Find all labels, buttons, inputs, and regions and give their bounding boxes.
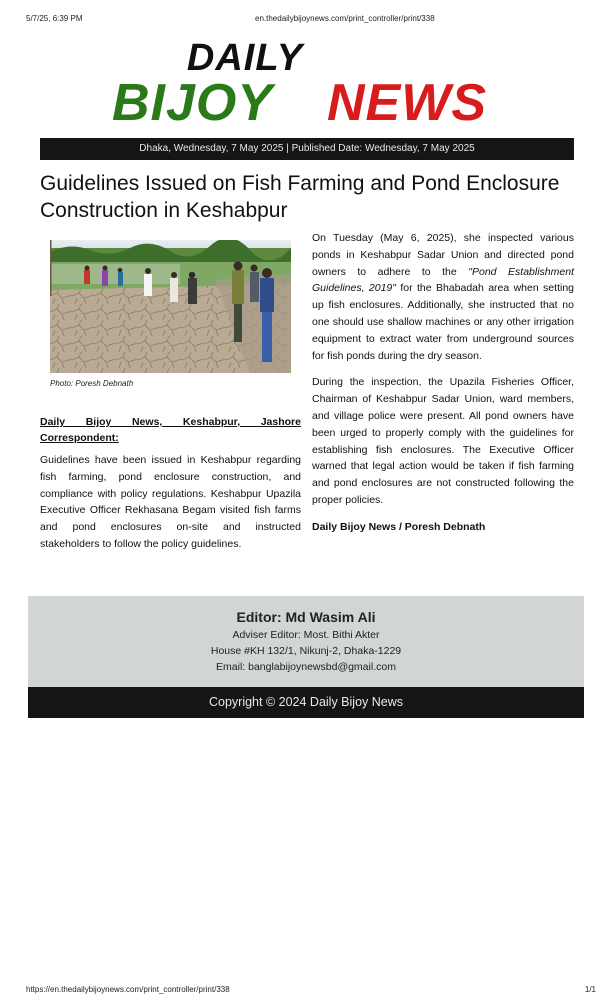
paragraph-text: On Tuesday (May 6, 2025), she inspected various ponds in Keshabpur Sadar Union and directed pond owners to adhere to the bbox=[312, 232, 574, 278]
logo-word-news: NEWS bbox=[327, 74, 487, 132]
article-column-left bbox=[40, 452, 301, 553]
article-column-right bbox=[312, 230, 574, 535]
article-byline: Daily Bijoy News, Keshabpur, Jashore bbox=[40, 416, 301, 428]
article-photo-image bbox=[50, 240, 291, 373]
footer-copyright: Copyright © 2024 Daily Bijoy News bbox=[28, 687, 584, 718]
article-signoff: Daily Bijoy News / Poresh Debnath bbox=[312, 520, 486, 533]
article-paragraph bbox=[312, 230, 574, 364]
masthead-logo bbox=[40, 38, 574, 134]
article-byline-role: Correspondent: bbox=[40, 432, 119, 444]
site-footer bbox=[28, 596, 584, 718]
guideline-title: "Pond Establishment Guidelines, 2019" bbox=[312, 265, 574, 295]
article-headline: Guidelines Issued on Fish Farming and Pond Enclosure Construction in Keshabpur bbox=[40, 172, 560, 222]
footer-info-panel bbox=[28, 596, 584, 687]
article-paragraph: Guidelines have been issued in Keshabpur regarding fish farming, pond enclosure construction, and compliance with policy regulations. Keshabpur Upazila Executive Officer Rekhasana Begam visited fish farms and pond enclosures on-site and instructed stakeholders to follow the policy guidelines. bbox=[40, 454, 301, 550]
print-header bbox=[26, 14, 596, 26]
footer-adviser: Adviser Editor: Most. Bithi Akter bbox=[232, 629, 380, 641]
footer-editor: Editor: Md Wasim Ali bbox=[236, 609, 376, 625]
paragraph-text: for the Bhabadah area when setting up fish enclosures. Additionally, she instructed that no one should use shallow machines or any other irrigation equipment to extract water from underground sources for fish ponds during the dry season. bbox=[312, 282, 574, 362]
print-footer bbox=[26, 985, 596, 997]
logo-word-daily: DAILY bbox=[186, 37, 304, 79]
print-footer-url: https://en.thedailybijoynews.com/print_controller/print/338 bbox=[26, 985, 230, 994]
print-header-url: en.thedailybijoynews.com/print_controller/print/338 bbox=[255, 14, 435, 23]
footer-email: Email: banglabijoynewsbd@gmail.com bbox=[216, 661, 396, 673]
dateline-bar: Dhaka, Wednesday, 7 May 2025 | Published Date: Wednesday, 7 May 2025 bbox=[40, 138, 574, 160]
print-timestamp: 5/7/25, 6:39 PM bbox=[26, 14, 83, 23]
logo-word-bijoy: BIJOY bbox=[112, 74, 274, 132]
article-photo bbox=[50, 240, 291, 373]
photo-caption: Photo: Poresh Debnath bbox=[50, 379, 134, 388]
footer-address: House #KH 132/1, Nikunj-2, Dhaka-1229 bbox=[210, 645, 402, 657]
article-paragraph: During the inspection, the Upazila Fisheries Officer, Chairman of Keshabpur Sadar Union, ward members, and village police were present. All pond owners have been urged to properly comply with the guidelines for establishing fish enclosures. The Executive Officer warned that legal action would be taken if fish farming and pond enclosures are not constructed following the proper policies. bbox=[312, 376, 574, 506]
page-number: 1/1 bbox=[584, 985, 596, 994]
